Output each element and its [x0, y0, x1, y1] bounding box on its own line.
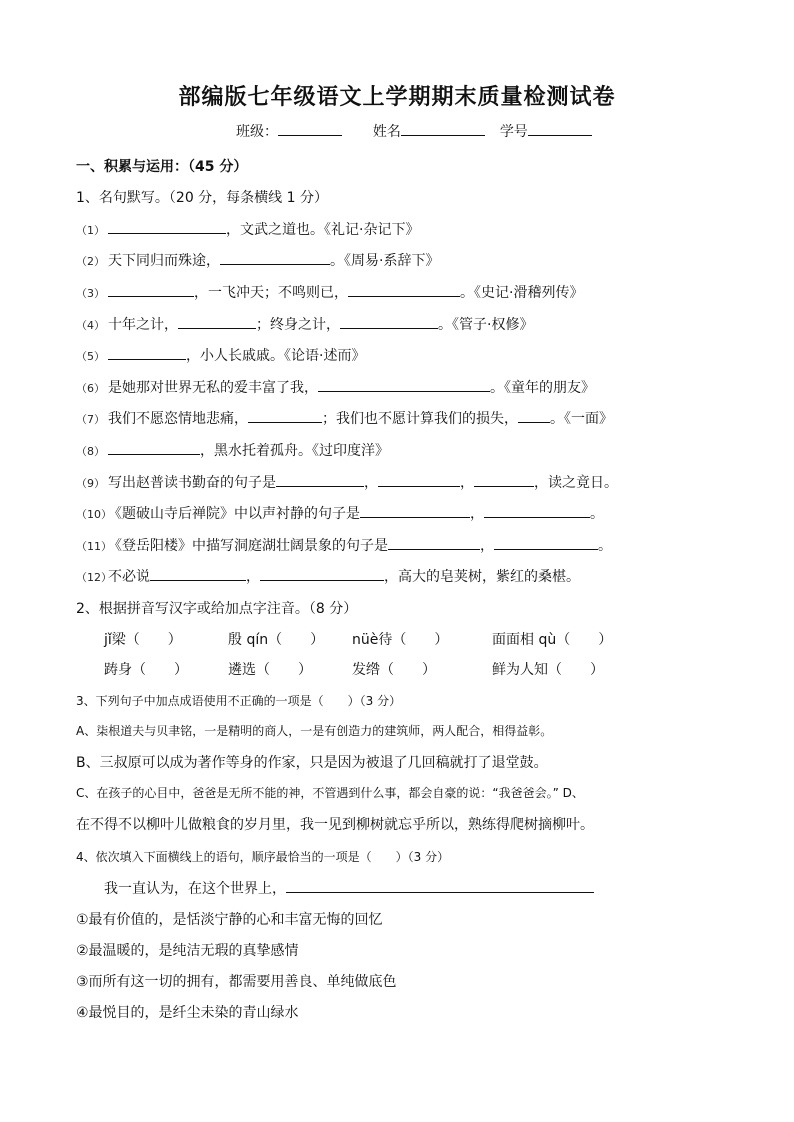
- q1-item: [76, 472, 618, 492]
- answer-blank[interactable]: [260, 567, 384, 581]
- class-label: 班级：: [236, 124, 278, 140]
- item-text: ，文武之道也。《礼记·杂记下》: [226, 222, 420, 238]
- pinyin-row-1: [104, 629, 612, 649]
- q3-option-d[interactable]: 在不得不以柳叶儿做粮食的岁月里，我一见到柳树就忘乎所以，熟练得爬树摘柳叶。: [76, 817, 594, 833]
- q1-item: [76, 219, 419, 239]
- item-text: ，: [460, 475, 474, 491]
- item-number: （4）: [76, 319, 105, 332]
- item-number: （12）: [76, 571, 112, 584]
- pinyin-item[interactable]: 面面相 qù（ ）: [492, 632, 613, 648]
- pinyin-item[interactable]: jǐ梁（ ）: [104, 632, 182, 648]
- answer-blank[interactable]: [286, 879, 594, 893]
- q4-option: ③而所有这一切的拥有，都需要用善良、单纯做底色: [76, 974, 397, 990]
- q3-option-c[interactable]: C、在孩子的心目中，爸爸是无所不能的神，不管遇到什么事，都会自豪的说：“我爸爸会。” D、: [76, 786, 584, 800]
- item-text: 写出赵普读书勤奋的句子是: [108, 475, 276, 491]
- q4-heading: 4、依次填入下面横线上的语句，顺序最恰当的一项是（ ）（3 分）: [76, 850, 450, 864]
- pinyin-item[interactable]: 殷 qín（ ）: [228, 632, 325, 648]
- id-blank[interactable]: [528, 122, 592, 136]
- answer-blank[interactable]: [108, 441, 200, 455]
- item-text: 。《管子·权修》: [438, 317, 534, 333]
- student-info-line: [236, 121, 592, 141]
- id-label: 学号: [499, 124, 528, 140]
- item-text: 。: [598, 538, 612, 554]
- q4-option: ②最温暖的，是纯洁无瑕的真挚感情: [76, 943, 299, 959]
- q1-item: [76, 377, 595, 397]
- q1-item: [76, 345, 365, 365]
- q1-item: [76, 282, 583, 302]
- item-number: （8）: [76, 445, 105, 458]
- item-text: 。《周易·系辞下》: [330, 253, 440, 269]
- answer-blank[interactable]: [248, 409, 322, 423]
- item-text: 。: [590, 506, 604, 522]
- answer-blank[interactable]: [388, 536, 480, 550]
- q1-item: [76, 503, 604, 523]
- item-text: 。《史记·滑稽列传》: [460, 285, 584, 301]
- item-number: （3）: [76, 287, 105, 300]
- name-label: 姓名: [372, 124, 401, 140]
- lead-text: 我一直认为，在这个世界上，: [104, 881, 286, 897]
- answer-blank[interactable]: [340, 315, 438, 329]
- item-text: 。《一面》: [550, 411, 613, 427]
- q4-option: ①最有价值的，是恬淡宁静的心和丰富无悔的回忆: [76, 912, 383, 928]
- class-blank[interactable]: [278, 122, 342, 136]
- item-text: ；我们也不愿计算我们的损失，: [322, 411, 518, 427]
- answer-blank[interactable]: [360, 504, 470, 518]
- answer-blank[interactable]: [276, 473, 364, 487]
- q3-heading: 3、下列句子中加点成语使用不正确的一项是（ ）（3 分）: [76, 694, 402, 708]
- answer-blank[interactable]: [108, 283, 194, 297]
- item-text: 《题破山寺后禅院》中以声衬静的句子是: [108, 506, 360, 522]
- pinyin-row-2: [104, 659, 604, 679]
- item-text: 十年之计，: [108, 317, 178, 333]
- item-number: （11）: [76, 540, 112, 553]
- item-text: 不必说: [108, 569, 150, 585]
- item-text: ，: [364, 475, 378, 491]
- answer-blank[interactable]: [518, 409, 550, 423]
- item-number: （1）: [76, 224, 105, 237]
- item-text: ，读之竟日。: [534, 475, 618, 491]
- pinyin-item[interactable]: 踌身（ ）: [104, 662, 188, 678]
- item-text: ，黑水托着孤舟。《过印度洋》: [200, 443, 389, 459]
- q4-lead: [104, 878, 594, 898]
- item-text: 我们不愿恣情地悲痛，: [108, 411, 248, 427]
- item-text: ，: [246, 569, 260, 585]
- item-number: （10）: [76, 508, 112, 521]
- answer-blank[interactable]: [348, 283, 460, 297]
- item-text: 《登岳阳楼》中描写洞庭湖壮阔景象的句子是: [108, 538, 388, 554]
- item-text: ，一飞冲天；不鸣则已，: [194, 285, 348, 301]
- item-number: （5）: [76, 350, 105, 363]
- q1-item: [76, 408, 613, 428]
- answer-blank[interactable]: [220, 251, 330, 265]
- item-text: ，高大的皂荚树，紫红的桑椹。: [384, 569, 580, 585]
- section-1-heading: 一、积累与运用：（45 分）: [76, 159, 248, 175]
- answer-blank[interactable]: [494, 536, 598, 550]
- answer-blank[interactable]: [378, 473, 460, 487]
- answer-blank[interactable]: [108, 220, 226, 234]
- q1-item: [76, 535, 612, 555]
- pinyin-item[interactable]: 鲜为人知（ ）: [492, 662, 604, 678]
- q1-heading: 1、名句默写。（20 分，每条横线 1 分）: [76, 190, 328, 206]
- q3-option-b[interactable]: B、三叔原可以成为著作等身的作家，只是因为被退了几回稿就打了退堂鼓。: [76, 755, 548, 771]
- item-number: （7）: [76, 413, 105, 426]
- item-text: ；终身之计，: [256, 317, 340, 333]
- pinyin-item[interactable]: 发绺（ ）: [352, 662, 436, 678]
- answer-blank[interactable]: [178, 315, 256, 329]
- item-text: ，: [470, 506, 484, 522]
- q1-item: [76, 566, 580, 586]
- q3-option-a[interactable]: A、柒根道夫与贝聿铭，一是精明的商人，一是有创造力的建筑师，两人配合，相得益彰。: [76, 724, 553, 738]
- pinyin-item[interactable]: nüè待（ ）: [352, 632, 449, 648]
- pinyin-item[interactable]: 遴选（ ）: [228, 662, 312, 678]
- item-text: ，小人长戚戚。《论语·述而》: [186, 348, 366, 364]
- page-title: 部编版七年级语文上学期期末质量检测试卷: [178, 84, 616, 110]
- answer-blank[interactable]: [474, 473, 534, 487]
- q1-item: [76, 440, 389, 460]
- q1-item: [76, 314, 533, 334]
- item-text: ，: [480, 538, 494, 554]
- item-number: （9）: [76, 477, 105, 490]
- item-number: （6）: [76, 382, 105, 395]
- q4-option: ④最悦目的，是纤尘未染的青山绿水: [76, 1005, 299, 1021]
- answer-blank[interactable]: [484, 504, 590, 518]
- item-text: 天下同归而殊途，: [108, 253, 220, 269]
- item-text: 。《童年的朋友》: [490, 380, 595, 396]
- item-text: 是她那对世界无私的爱丰富了我，: [108, 380, 318, 396]
- answer-blank[interactable]: [318, 378, 490, 392]
- answer-blank[interactable]: [150, 567, 246, 581]
- answer-blank[interactable]: [108, 346, 186, 360]
- q1-item: [76, 250, 439, 270]
- q2-heading: 2、根据拼音写汉字或给加点字注音。（8 分）: [76, 601, 358, 617]
- name-blank[interactable]: [401, 122, 485, 136]
- item-number: （2）: [76, 255, 105, 268]
